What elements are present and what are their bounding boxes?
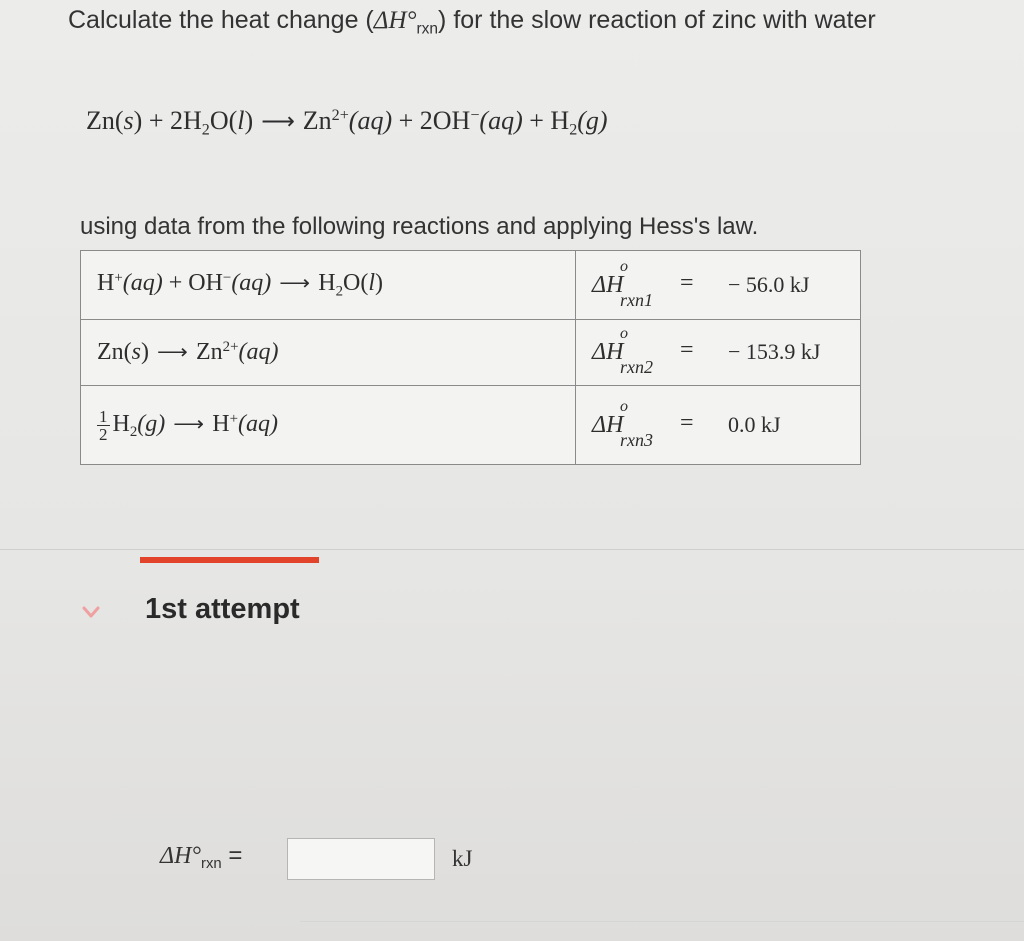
delta-h-subscript: rxn bbox=[416, 20, 439, 38]
dh-standard: o bbox=[620, 325, 628, 342]
r1-h2o-sub: 2 bbox=[335, 283, 344, 300]
attempt-label: 1st attempt bbox=[145, 593, 300, 625]
r1-oh-charge: − bbox=[222, 269, 232, 286]
r3-h2-state: (g) bbox=[137, 410, 166, 437]
eq-oh-charge: − bbox=[470, 107, 480, 125]
r3-h2-sub: 2 bbox=[129, 423, 138, 440]
answer-rxn-sub: rxn bbox=[201, 856, 222, 873]
chevron-down-icon[interactable] bbox=[80, 601, 102, 623]
eq-water-state: l bbox=[237, 106, 245, 135]
dh-symbol: ΔH bbox=[592, 271, 624, 298]
r3-h-ion: H bbox=[212, 410, 230, 437]
dh-symbol: ΔH bbox=[592, 411, 624, 438]
reaction-data-table bbox=[80, 250, 861, 465]
answer-equals: = bbox=[228, 842, 243, 869]
r1-h-charge: + bbox=[114, 269, 123, 286]
eq-hydroxide: + 2OH bbox=[392, 106, 471, 135]
dh-equals: = bbox=[680, 269, 694, 296]
eq-hydrogen: + H bbox=[522, 106, 570, 135]
eq-zn: Zn( bbox=[86, 106, 124, 135]
dh-symbol: ΔH bbox=[592, 339, 624, 365]
reaction-row-3 bbox=[81, 386, 861, 465]
r2-zn: Zn( bbox=[97, 339, 132, 366]
bottom-divider bbox=[300, 921, 1024, 922]
r1-paren: ) bbox=[375, 269, 384, 296]
reaction-equation bbox=[81, 320, 576, 386]
r2-zn-ion: Zn bbox=[195, 339, 223, 366]
enthalpy-cell bbox=[576, 251, 861, 320]
eq-paren: ) bbox=[133, 106, 143, 135]
enthalpy-cell bbox=[576, 320, 861, 386]
eq-zn-charge: 2+ bbox=[331, 107, 349, 125]
delta-h-label bbox=[592, 257, 694, 310]
eq-oxygen: O( bbox=[209, 106, 238, 135]
main-equation bbox=[86, 106, 608, 140]
r2-zn-state-aq: (aq) bbox=[238, 339, 279, 366]
dh-rxn-sub: rxn1 bbox=[620, 289, 653, 310]
delta-h-label bbox=[592, 397, 694, 450]
fraction-denominator: 2 bbox=[99, 424, 108, 444]
dh-rxn-sub: rxn3 bbox=[620, 429, 653, 450]
fraction-numerator: 1 bbox=[99, 406, 108, 426]
dh-equals: = bbox=[680, 409, 694, 436]
delta-h-label bbox=[592, 325, 694, 377]
eq-paren: ) bbox=[244, 106, 254, 135]
eq-water-sub: 2 bbox=[201, 121, 210, 139]
reaction-equation bbox=[81, 251, 576, 320]
question-suffix: ) for the slow reaction of zinc with water bbox=[438, 6, 876, 34]
one-half-fraction bbox=[97, 408, 110, 443]
enthalpy-value: − 56.0 kJ bbox=[728, 271, 810, 297]
eq-h2-sub: 2 bbox=[569, 121, 578, 139]
r1-h2o-state: l bbox=[368, 269, 376, 296]
dh-rxn-sub: rxn2 bbox=[620, 357, 653, 377]
reaction-arrow-icon: ⟶ bbox=[157, 340, 188, 365]
r3-h2: H bbox=[112, 410, 130, 437]
eq-oh-state: (aq) bbox=[479, 106, 523, 135]
reaction-arrow-icon: ⟶ bbox=[279, 270, 311, 295]
dh-standard: o bbox=[620, 257, 628, 275]
answer-unit: kJ bbox=[452, 846, 473, 871]
r1-oh: + OH bbox=[162, 269, 223, 296]
reaction-row-1 bbox=[81, 251, 861, 320]
r2-paren: ) bbox=[141, 339, 149, 366]
answer-delta-h: ΔH° bbox=[160, 843, 202, 869]
enthalpy-value: 0.0 kJ bbox=[728, 411, 781, 437]
dh-equals: = bbox=[680, 337, 694, 363]
r1-oh-state: (aq) bbox=[231, 269, 272, 296]
question-text bbox=[68, 6, 876, 38]
section-divider bbox=[0, 549, 1024, 550]
r1-h-state: (aq) bbox=[122, 269, 163, 296]
dh-standard: o bbox=[620, 397, 628, 415]
reaction-arrow-icon: ⟶ bbox=[261, 109, 295, 135]
answer-label bbox=[160, 842, 242, 872]
enthalpy-cell bbox=[576, 386, 861, 465]
eq-zn-state: s bbox=[123, 106, 134, 135]
r1-h2o-rest: O( bbox=[343, 269, 369, 296]
answer-input[interactable] bbox=[287, 838, 435, 880]
r2-zn-charge: 2+ bbox=[222, 338, 239, 355]
reaction-arrow-icon: ⟶ bbox=[173, 411, 205, 436]
r3-h-state: (aq) bbox=[237, 410, 278, 437]
r1-h: H bbox=[97, 269, 115, 296]
eq-water: + 2H bbox=[142, 106, 202, 135]
reaction-row-2 bbox=[81, 320, 861, 386]
eq-zn-ion-state: (aq) bbox=[348, 106, 393, 135]
eq-h2-state: (g) bbox=[577, 106, 608, 135]
attempt-progress-bar bbox=[140, 557, 319, 563]
eq-zn-ion: Zn bbox=[302, 106, 332, 135]
delta-h-symbol: ΔH° bbox=[373, 7, 417, 34]
reaction-equation bbox=[81, 386, 576, 465]
question-prefix: Calculate the heat change ( bbox=[68, 6, 374, 34]
r1-h2o: H bbox=[318, 269, 336, 296]
enthalpy-value: − 153.9 kJ bbox=[728, 339, 821, 364]
r2-zn-state: s bbox=[131, 339, 141, 366]
hess-law-instruction: using data from the following reactions and applying Hess's law. bbox=[80, 213, 759, 240]
r3-h-charge: + bbox=[229, 410, 238, 427]
